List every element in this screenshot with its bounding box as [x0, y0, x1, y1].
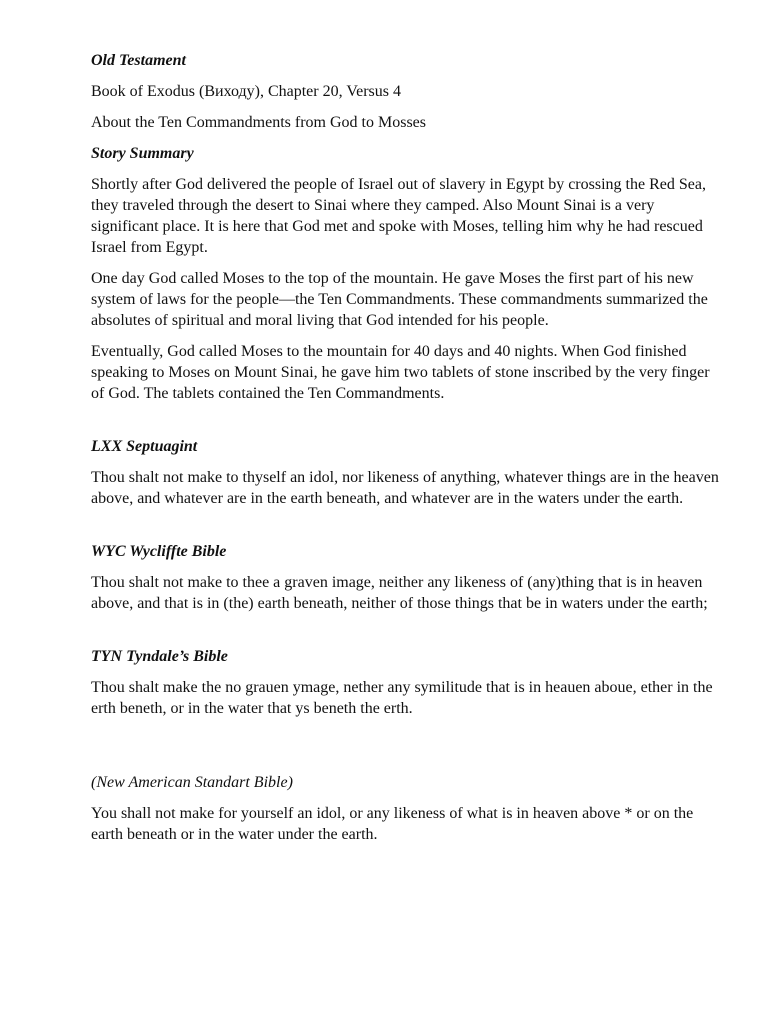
translation-text-tyndale: Thou shalt make the no grauen ymage, nether any symilitude that is in heauen aboue, ether in the erth beneth, or in the water that ys beneth the erth.	[91, 679, 713, 717]
translation-title-tyndale: TYN Tyndale’s Bible	[91, 648, 228, 665]
summary-title: Story Summary	[91, 145, 194, 162]
translation-text-wycliffe: Thou shalt not make to thee a graven image, neither any likeness of (any)thing that is in heaven above, and that is in (the) earth beneath, neither of those things that be in waters under the earth;	[91, 574, 708, 612]
translation-title-nasb: (New American Standart Bible)	[91, 774, 293, 791]
document-page	[91, 50, 721, 855]
scripture-reference: Book of Exodus (Виходу), Chapter 20, Versus 4	[91, 83, 401, 100]
translation-text-septuagint: Thou shalt not make to thyself an idol, nor likeness of anything, whatever things are in the heaven above, and whatever are in the earth beneath, and whatever are in the waters under the earth.	[91, 469, 719, 507]
translation-title-septuagint: LXX Septuagint	[91, 438, 198, 455]
summary-paragraph: Shortly after God delivered the people of Israel out of slavery in Egypt by crossing the Red Sea, they traveled through the desert to Sinai where they camped. Also Mount Sinai is a very significant place. It is here that God met and spoke with Moses, telling him why he had rescued Israel from Egypt.	[91, 176, 706, 256]
translation-text-nasb: You shall not make for yourself an idol, or any likeness of what is in heaven above * or on the earth beneath or in the water under the earth.	[91, 805, 694, 843]
subject-line: About the Ten Commandments from God to Mosses	[91, 114, 427, 131]
section-title: Old Testament	[91, 52, 186, 69]
translation-title-wycliffe: WYC Wycliffte Bible	[91, 543, 227, 560]
summary-paragraph: Eventually, God called Moses to the mountain for 40 days and 40 nights. When God finished speaking to Moses on Mount Sinai, he gave him two tablets of stone inscribed by the very finger of God. The tablets contained the Ten Commandments.	[91, 343, 710, 402]
summary-paragraph: One day God called Moses to the top of the mountain. He gave Moses the first part of his new system of laws for the people—the Ten Commandments. These commandments summarized the absolutes of spiritual and moral living that God intended for his people.	[91, 270, 708, 329]
